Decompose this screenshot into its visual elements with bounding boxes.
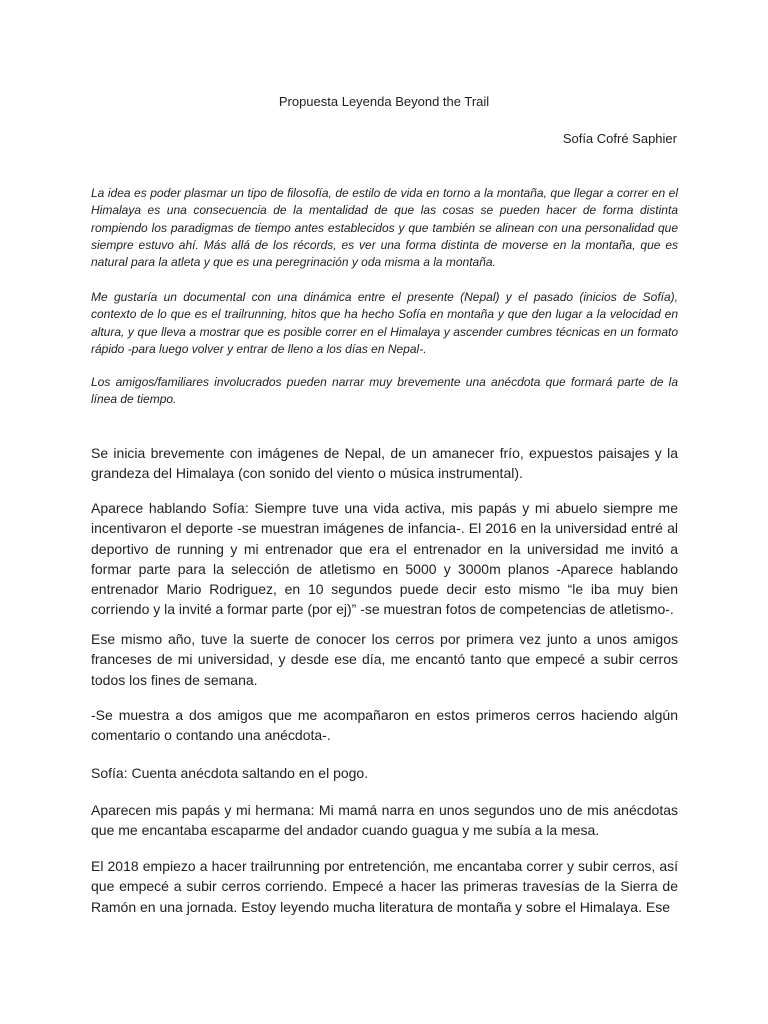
body-paragraph: Sofía: Cuenta anécdota saltando en el pogo. [91, 765, 369, 781]
document-author: Sofía Cofré Saphier [562, 131, 677, 146]
body-paragraph: El 2018 empiezo a hacer trailrunning por entretención, me encantaba correr y subir cerros, así que empecé a subir cerros corriendo. Empecé a hacer las primeras travesías de la Sierra de Ramón en una jornada. Estoy leyendo mucha literatura de montaña y sobre el Himalaya. Ese [91, 858, 678, 915]
body-paragraph: Aparecen mis papás y mi hermana: Mi mamá narra en unos segundos uno de mis anécdotas que me encantaba escaparme del andador cuando guagua y me subía a la mesa. [91, 802, 678, 839]
body-paragraph: Ese mismo año, tuve la suerte de conocer los cerros por primera vez junto a unos amigos franceses de mi universidad, y desde ese día, me encantó tanto que empecé a subir cerros todos los fines de semana. [91, 631, 678, 688]
body-paragraph: -Se muestra a dos amigos que me acompañaron en estos primeros cerros haciendo algún comentario o contando una anécdota-. [91, 707, 678, 744]
body-paragraph: Se inicia brevemente con imágenes de Nepal, de un amanecer frío, expuestos paisajes y la grandeza del Himalaya (con sonido del viento o música instrumental). [91, 445, 678, 482]
document-title: Propuesta Leyenda Beyond the Trail [278, 94, 490, 109]
intro-paragraph: Los amigos/familiares involucrados pueden narrar muy brevemente una anécdota que formará parte de la línea de tiempo. [91, 375, 678, 407]
intro-paragraph: La idea es poder plasmar un tipo de filosofía, de estilo de vida en torno a la montaña, que llegar a correr en el Himalaya es una consecuencia de la mentalidad de que las cosas se pueden hacer de forma distinta rompiendo los paradigmas de tiempo antes establecidos y que también se alinean con una personalidad que siempre estuvo ahí. Más allá de los récords, es ver una forma distinta de moverse en la montaña, que es natural para la atleta y que es una peregrinación y oda misma a la montaña. [91, 186, 678, 270]
body-paragraph: Aparece hablando Sofía: Siempre tuve una vida activa, mis papás y mi abuelo siempre me incentivaron el deporte -se muestran imágenes de infancia-. El 2016 en la universidad entré al deportivo de running y mi entrenador que era el entrenador en la universidad me invitó a formar parte para la selección de atletismo en 5000 y 3000m planos -Aparece hablando entrenador Mario Rodriguez, en 10 segundos puede decir esto mismo “le iba muy bien corriendo y la invité a formar parte (por ej)” -se muestran fotos de competencias de atletismo-. [91, 500, 678, 618]
intro-paragraph: Me gustaría un documental con una dinámica entre el presente (Nepal) y el pasado (inicios de Sofía), contexto de lo que es el trailrunning, hitos que ha hecho Sofía en montaña y que den lugar a la velocidad en altura, y que lleva a mostrar que es posible correr en el Himalaya y ascender cumbres técnicas en un formato rápido -para luego volver y entrar de lleno a los días en Nepal-. [91, 290, 678, 356]
